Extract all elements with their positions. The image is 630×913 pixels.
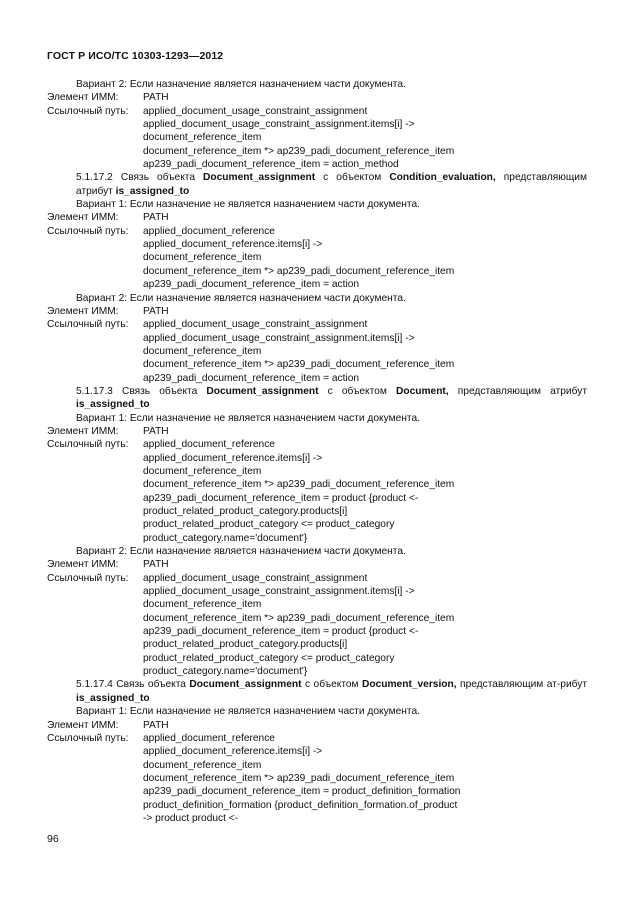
reference-path-line: document_reference_item xyxy=(143,599,262,611)
reference-path-label: Ссылочный путь: xyxy=(47,225,129,237)
entity-name: Document, xyxy=(396,385,449,397)
reference-path-label: Ссылочный путь: xyxy=(47,105,129,117)
element-row xyxy=(47,719,587,732)
reference-path-line: ap239_padi_document_reference_item = action xyxy=(143,279,360,291)
reference-path-line: document_reference_item xyxy=(143,759,262,771)
reference-path-line: applied_document_usage_constraint_assignment xyxy=(143,319,368,331)
reference-path-line: applied_document_reference xyxy=(143,439,275,451)
reference-path-line: ap239_padi_document_reference_item = product {product <- xyxy=(143,492,419,504)
entity-name: Condition_evaluation, xyxy=(389,172,496,184)
reference-path-label: Ссылочный путь: xyxy=(47,439,129,451)
entity-name: Document_assignment xyxy=(206,385,319,397)
reference-path-line: product_category.name='document'} xyxy=(143,532,308,544)
element-value: PATH xyxy=(143,559,169,571)
element-label: Элемент ИММ: xyxy=(47,559,119,571)
entity-name: Document_assignment xyxy=(203,172,316,184)
reference-path-line: product_definition_formation {product_definition_formation.of_product xyxy=(143,799,458,811)
reference-path-row xyxy=(47,225,587,238)
section-text: представляющим атрибут xyxy=(448,385,587,397)
section-text: 5.1.17.2 Связь объекта xyxy=(76,172,204,184)
reference-path-line: applied_document_reference.items[i] -> xyxy=(143,239,323,251)
section-heading xyxy=(47,678,587,705)
element-row xyxy=(47,211,587,224)
reference-path-line: applied_document_usage_constraint_assignment.items[i] -> xyxy=(143,332,415,344)
reference-path-line: document_reference_item *> ap239_padi_document_reference_item xyxy=(143,265,455,277)
element-row xyxy=(47,425,587,438)
reference-path-label: Ссылочный путь: xyxy=(47,572,129,584)
element-label: Элемент ИММ: xyxy=(47,92,119,104)
reference-path-line: applied_document_reference.items[i] -> xyxy=(143,452,323,464)
section-heading xyxy=(47,385,587,412)
variant-line: Вариант 1: Если назначение не является назначением части документа. xyxy=(76,199,420,211)
reference-path-line: applied_document_reference.items[i] -> xyxy=(143,746,323,758)
document-body xyxy=(47,78,587,825)
reference-path-line: applied_document_usage_constraint_assignment.items[i] -> xyxy=(143,119,415,131)
element-value: PATH xyxy=(143,212,169,224)
section-text: 5.1.17.4 Связь объекта xyxy=(76,679,190,691)
entity-name: Document_assignment xyxy=(189,679,302,691)
reference-path-row xyxy=(47,572,587,585)
document-header: ГОСТ Р ИСО/ТС 10303-1293—2012 xyxy=(47,50,224,62)
section-text: с объектом xyxy=(315,172,390,184)
entity-name: Document_version, xyxy=(362,679,457,691)
reference-path-line: document_reference_item *> ap239_padi_document_reference_item xyxy=(143,145,455,157)
reference-path-line: product_related_product_category <= product_category xyxy=(143,519,395,531)
reference-path-row xyxy=(47,318,587,331)
reference-path-line: applied_document_reference xyxy=(143,732,275,744)
page-number: 96 xyxy=(47,833,59,845)
reference-path-row xyxy=(47,732,587,745)
reference-path-line: document_reference_item *> ap239_padi_document_reference_item xyxy=(143,359,455,371)
reference-path-line: document_reference_item *> ap239_padi_document_reference_item xyxy=(143,772,455,784)
element-label: Элемент ИММ: xyxy=(47,425,119,437)
variant-line: Вариант 2: Если назначение является назначением части документа. xyxy=(76,79,406,90)
section-heading xyxy=(47,171,587,198)
reference-path-row xyxy=(47,438,587,451)
reference-path-line: document_reference_item xyxy=(143,345,262,357)
reference-path-line: ap239_padi_document_reference_item = product {product <- xyxy=(143,626,419,638)
section-text: 5.1.17.3 Связь объекта xyxy=(76,385,207,397)
entity-name: is_assigned_to xyxy=(76,399,150,411)
element-value: PATH xyxy=(143,305,169,317)
entity-name: is_assigned_to xyxy=(76,692,150,704)
element-label: Элемент ИММ: xyxy=(47,305,119,317)
element-row xyxy=(47,305,587,318)
reference-path-label: Ссылочный путь: xyxy=(47,319,129,331)
entity-name: is_assigned_to xyxy=(115,185,190,197)
section-text: представляющим атрибут xyxy=(76,172,587,197)
variant-line: Вариант 2: Если назначение является назначением части документа. xyxy=(76,292,406,304)
reference-path-line: applied_document_usage_constraint_assignment.items[i] -> xyxy=(143,586,415,598)
reference-path-line: ap239_padi_document_reference_item = action_method xyxy=(143,159,399,171)
element-value: PATH xyxy=(143,92,169,104)
element-row xyxy=(47,558,587,571)
reference-path-line: document_reference_item xyxy=(143,132,262,144)
element-label: Элемент ИММ: xyxy=(47,719,119,731)
section-text: с объектом xyxy=(318,385,396,397)
reference-path-line: product_related_product_category.products[i] xyxy=(143,506,348,517)
element-value: PATH xyxy=(143,425,169,437)
variant-line: Вариант 2: Если назначение является назначением части документа. xyxy=(76,546,406,558)
reference-path-line: product_related_product_category.products[i] xyxy=(143,639,348,651)
reference-path-line: applied_document_usage_constraint_assignment xyxy=(143,105,368,117)
reference-path-row xyxy=(47,105,587,118)
reference-path-line: applied_document_usage_constraint_assignment xyxy=(143,572,368,584)
reference-path-line: document_reference_item *> ap239_padi_document_reference_item xyxy=(143,479,455,491)
reference-path-line: document_reference_item xyxy=(143,252,262,264)
reference-path-line: ap239_padi_document_reference_item = action xyxy=(143,372,360,384)
section-text: представляющим ат-рибут xyxy=(456,679,588,691)
variant-line: Вариант 1: Если назначение не является назначением части документа. xyxy=(76,706,420,718)
variant-line: Вариант 1: Если назначение не является назначением части документа. xyxy=(76,412,420,424)
reference-path-label: Ссылочный путь: xyxy=(47,732,129,744)
element-label: Элемент ИММ: xyxy=(47,212,119,224)
section-text: с объектом xyxy=(301,679,363,691)
reference-path-line: document_reference_item xyxy=(143,465,262,477)
reference-path-line: -> product product <- xyxy=(143,812,239,824)
reference-path-line: product_related_product_category <= product_category xyxy=(143,652,395,664)
element-row xyxy=(47,91,587,104)
reference-path-line: document_reference_item *> ap239_padi_document_reference_item xyxy=(143,612,455,624)
element-value: PATH xyxy=(143,719,169,731)
reference-path-line: applied_document_reference xyxy=(143,225,275,237)
reference-path-line: ap239_padi_document_reference_item = product_definition_formation xyxy=(143,786,461,798)
reference-path-line: product_category.name='document'} xyxy=(143,666,308,678)
